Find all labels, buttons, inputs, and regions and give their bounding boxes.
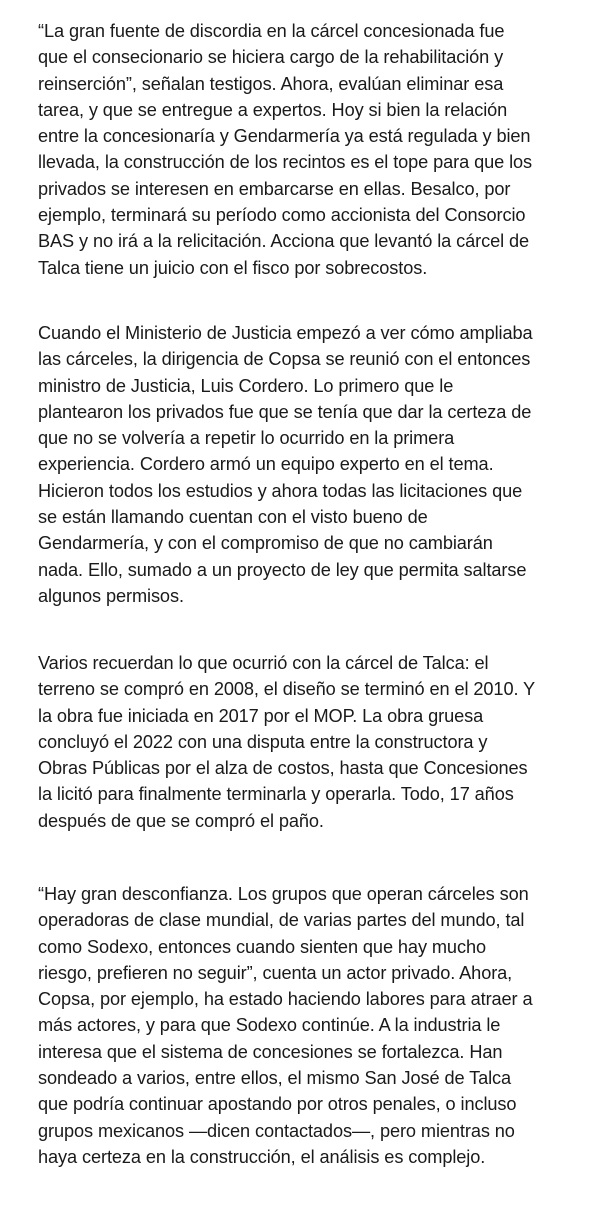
paragraph-4	[38, 881, 532, 1170]
paragraph-line: reinserción”, señalan testigos. Ahora, evalúan eliminar esa	[38, 73, 504, 94]
paragraph-line: “La gran fuente de discordia en la cárcel concesionada fue	[38, 21, 505, 41]
paragraph-line: Cuando el Ministerio de Justicia empezó a ver cómo ampliaba	[38, 323, 533, 343]
paragraph-line: BAS y no irá a la relicitación. Acciona que levantó la cárcel de	[38, 231, 530, 252]
paragraph-line: la licitó para finalmente terminarla y operarla. Todo, 17 años	[38, 784, 514, 805]
paragraph-line: nada. Ello, sumado a un proyecto de ley que permita saltarse	[38, 559, 527, 580]
paragraph-line: entre la concesionaría y Gendarmería ya está regulada y bien	[38, 126, 531, 147]
paragraph-line: Gendarmería, y con el compromiso de que no cambiarán	[38, 533, 493, 554]
paragraph-line: Obras Públicas por el alza de costos, hasta que Concesiones	[38, 758, 528, 779]
paragraph-1	[38, 18, 532, 281]
paragraph-line: experiencia. Cordero armó un equipo experto en el tema.	[38, 454, 494, 475]
paragraph-line: privados se interesen en embarcarse en ellas. Besalco, por	[38, 178, 511, 199]
paragraph-line: ministro de Justicia, Luis Cordero. Lo primero que le	[38, 375, 454, 396]
paragraph-line: como Sodexo, entonces cuando sienten que hay mucho	[38, 936, 486, 957]
paragraph-line: Talca tiene un juicio con el fisco por sobrecostos.	[38, 257, 428, 278]
paragraph-line: haya certeza en la construcción, el análisis es complejo.	[38, 1146, 486, 1167]
paragraph-line: “Hay gran desconfianza. Los grupos que operan cárceles son	[38, 884, 529, 904]
paragraph-line: que podría continuar apostando por otros penales, o incluso	[38, 1094, 517, 1115]
paragraph-line: la obra fue iniciada en 2017 por el MOP. La obra gruesa	[38, 705, 484, 726]
paragraph-3	[38, 650, 535, 834]
paragraph-line: Hicieron todos los estudios y ahora todas las licitaciones que	[38, 480, 523, 501]
paragraph-line: que no se volvería a repetir lo ocurrido en la primera	[38, 428, 455, 449]
paragraph-line: se están llamando cuentan con el visto bueno de	[38, 507, 428, 528]
paragraph-line: que el consecionario se hiciera cargo de la rehabilitación y	[38, 47, 504, 68]
paragraph-line: las cárceles, la dirigencia de Copsa se reunió con el entonces	[38, 349, 531, 370]
paragraph-line: algunos permisos.	[38, 585, 184, 606]
paragraph-line: Varios recuerdan lo que ocurrió con la cárcel de Talca: el	[38, 653, 489, 673]
paragraph-line: ejemplo, terminará su período como accionista del Consorcio	[38, 205, 526, 226]
paragraph-line: llevada, la construcción de los recintos es el tope para que los	[38, 152, 533, 173]
paragraph-line: interesa que el sistema de concesiones se fortalezca. Han	[38, 1041, 503, 1062]
paragraph-line: operadoras de clase mundial, de varias partes del mundo, tal	[38, 910, 525, 931]
paragraph-line: plantearon los privados fue que se tenía que dar la certeza de	[38, 401, 532, 422]
paragraph-line: riesgo, prefieren no seguir”, cuenta un actor privado. Ahora,	[38, 962, 513, 983]
paragraph-line: tarea, y que se entregue a expertos. Hoy si bien la relación	[38, 99, 508, 120]
paragraph-line: terreno se compró en 2008, el diseño se terminó en el 2010. Y	[38, 679, 536, 700]
paragraph-line: después de que se compró el paño.	[38, 810, 324, 831]
paragraph-2	[38, 320, 533, 609]
paragraph-line: más actores, y para que Sodexo continúe. A la industria le	[38, 1015, 501, 1036]
paragraph-line: concluyó el 2022 con una disputa entre la constructora y	[38, 731, 488, 752]
paragraph-line: grupos mexicanos —dicen contactados—, pero mientras no	[38, 1120, 515, 1141]
paragraph-line: Copsa, por ejemplo, ha estado haciendo labores para atraer a	[38, 989, 533, 1010]
paragraph-line: sondeado a varios, entre ellos, el mismo San José de Talca	[38, 1068, 512, 1089]
